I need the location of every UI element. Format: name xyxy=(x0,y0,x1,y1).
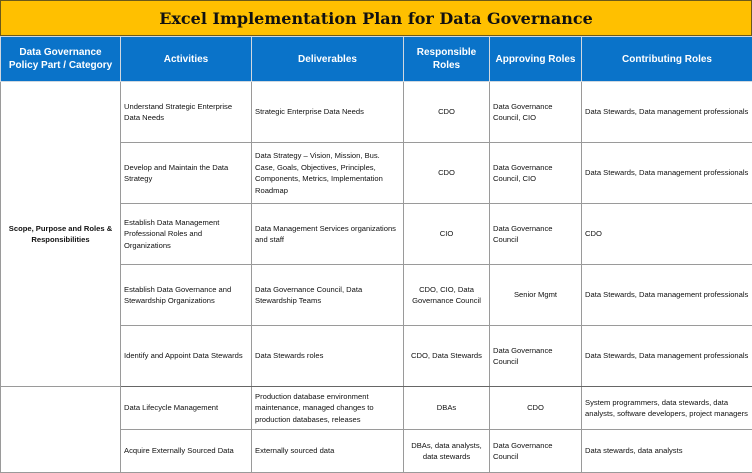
header-category[interactable]: Data Governance Policy Part / Category xyxy=(1,37,121,82)
header-row xyxy=(1,37,752,82)
approving-cell[interactable]: Data Governance Council, CIO xyxy=(490,82,582,143)
approving-cell[interactable]: Senior Mgmt xyxy=(490,265,582,326)
approving-cell[interactable]: Data Governance Council xyxy=(490,204,582,265)
header-activities[interactable]: Activities xyxy=(121,37,252,82)
activity-cell[interactable]: Data Lifecycle Management xyxy=(121,387,252,430)
table-row xyxy=(1,82,752,143)
deliverable-cell[interactable]: Externally sourced data xyxy=(252,430,404,473)
page-title: Excel Implementation Plan for Data Governance xyxy=(0,0,752,36)
activity-cell[interactable]: Establish Data Governance and Stewardship Organizations xyxy=(121,265,252,326)
approving-cell[interactable]: Data Governance Council xyxy=(490,430,582,473)
contributing-cell[interactable]: Data stewards, data analysts xyxy=(582,430,752,473)
approving-cell[interactable]: CDO xyxy=(490,387,582,430)
category-cell[interactable]: Scope, Purpose and Roles & Responsibilities xyxy=(1,82,121,387)
responsible-cell[interactable]: CIO xyxy=(404,204,490,265)
responsible-cell[interactable]: CDO xyxy=(404,82,490,143)
activity-cell[interactable]: Establish Data Management Professional Roles and Organizations xyxy=(121,204,252,265)
responsible-cell[interactable]: CDO, CIO, Data Governance Council xyxy=(404,265,490,326)
approving-cell[interactable]: Data Governance Council xyxy=(490,326,582,387)
contributing-cell[interactable]: Data Stewards, Data management professionals xyxy=(582,82,752,143)
activity-cell[interactable]: Understand Strategic Enterprise Data Needs xyxy=(121,82,252,143)
deliverable-cell[interactable]: Data Governance Council, Data Stewardship Teams xyxy=(252,265,404,326)
activity-cell[interactable]: Identify and Appoint Data Stewards xyxy=(121,326,252,387)
activity-cell[interactable]: Acquire Externally Sourced Data xyxy=(121,430,252,473)
activity-cell[interactable]: Develop and Maintain the Data Strategy xyxy=(121,143,252,204)
deliverable-cell[interactable]: Data Management Services organizations and staff xyxy=(252,204,404,265)
contributing-cell[interactable]: CDO xyxy=(582,204,752,265)
deliverable-cell[interactable]: Production database environment maintenance, managed changes to production databases, releases xyxy=(252,387,404,430)
contributing-cell[interactable]: Data Stewards, Data management professionals xyxy=(582,143,752,204)
responsible-cell[interactable]: DBAs, data analysts, data stewards xyxy=(404,430,490,473)
contributing-cell[interactable]: Data Stewards, Data management professionals xyxy=(582,265,752,326)
responsible-cell[interactable]: DBAs xyxy=(404,387,490,430)
header-responsible-roles[interactable]: Responsible Roles xyxy=(404,37,490,82)
deliverable-cell[interactable]: Strategic Enterprise Data Needs xyxy=(252,82,404,143)
header-contributing-roles[interactable]: Contributing Roles xyxy=(582,37,752,82)
implementation-plan-table xyxy=(0,36,752,473)
header-approving-roles[interactable]: Approving Roles xyxy=(490,37,582,82)
contributing-cell[interactable]: Data Stewards, Data management professionals xyxy=(582,326,752,387)
approving-cell[interactable]: Data Governance Council, CIO xyxy=(490,143,582,204)
responsible-cell[interactable]: CDO, Data Stewards xyxy=(404,326,490,387)
responsible-cell[interactable]: CDO xyxy=(404,143,490,204)
table-row xyxy=(1,387,752,430)
contributing-cell[interactable]: System programmers, data stewards, data analysts, software developers, project managers xyxy=(582,387,752,430)
category-cell[interactable] xyxy=(1,387,121,473)
header-deliverables[interactable]: Deliverables xyxy=(252,37,404,82)
deliverable-cell[interactable]: Data Strategy – Vision, Mission, Bus. Case, Goals, Objectives, Principles, Components, Metrics, Implementation Roadmap xyxy=(252,143,404,204)
deliverable-cell[interactable]: Data Stewards roles xyxy=(252,326,404,387)
